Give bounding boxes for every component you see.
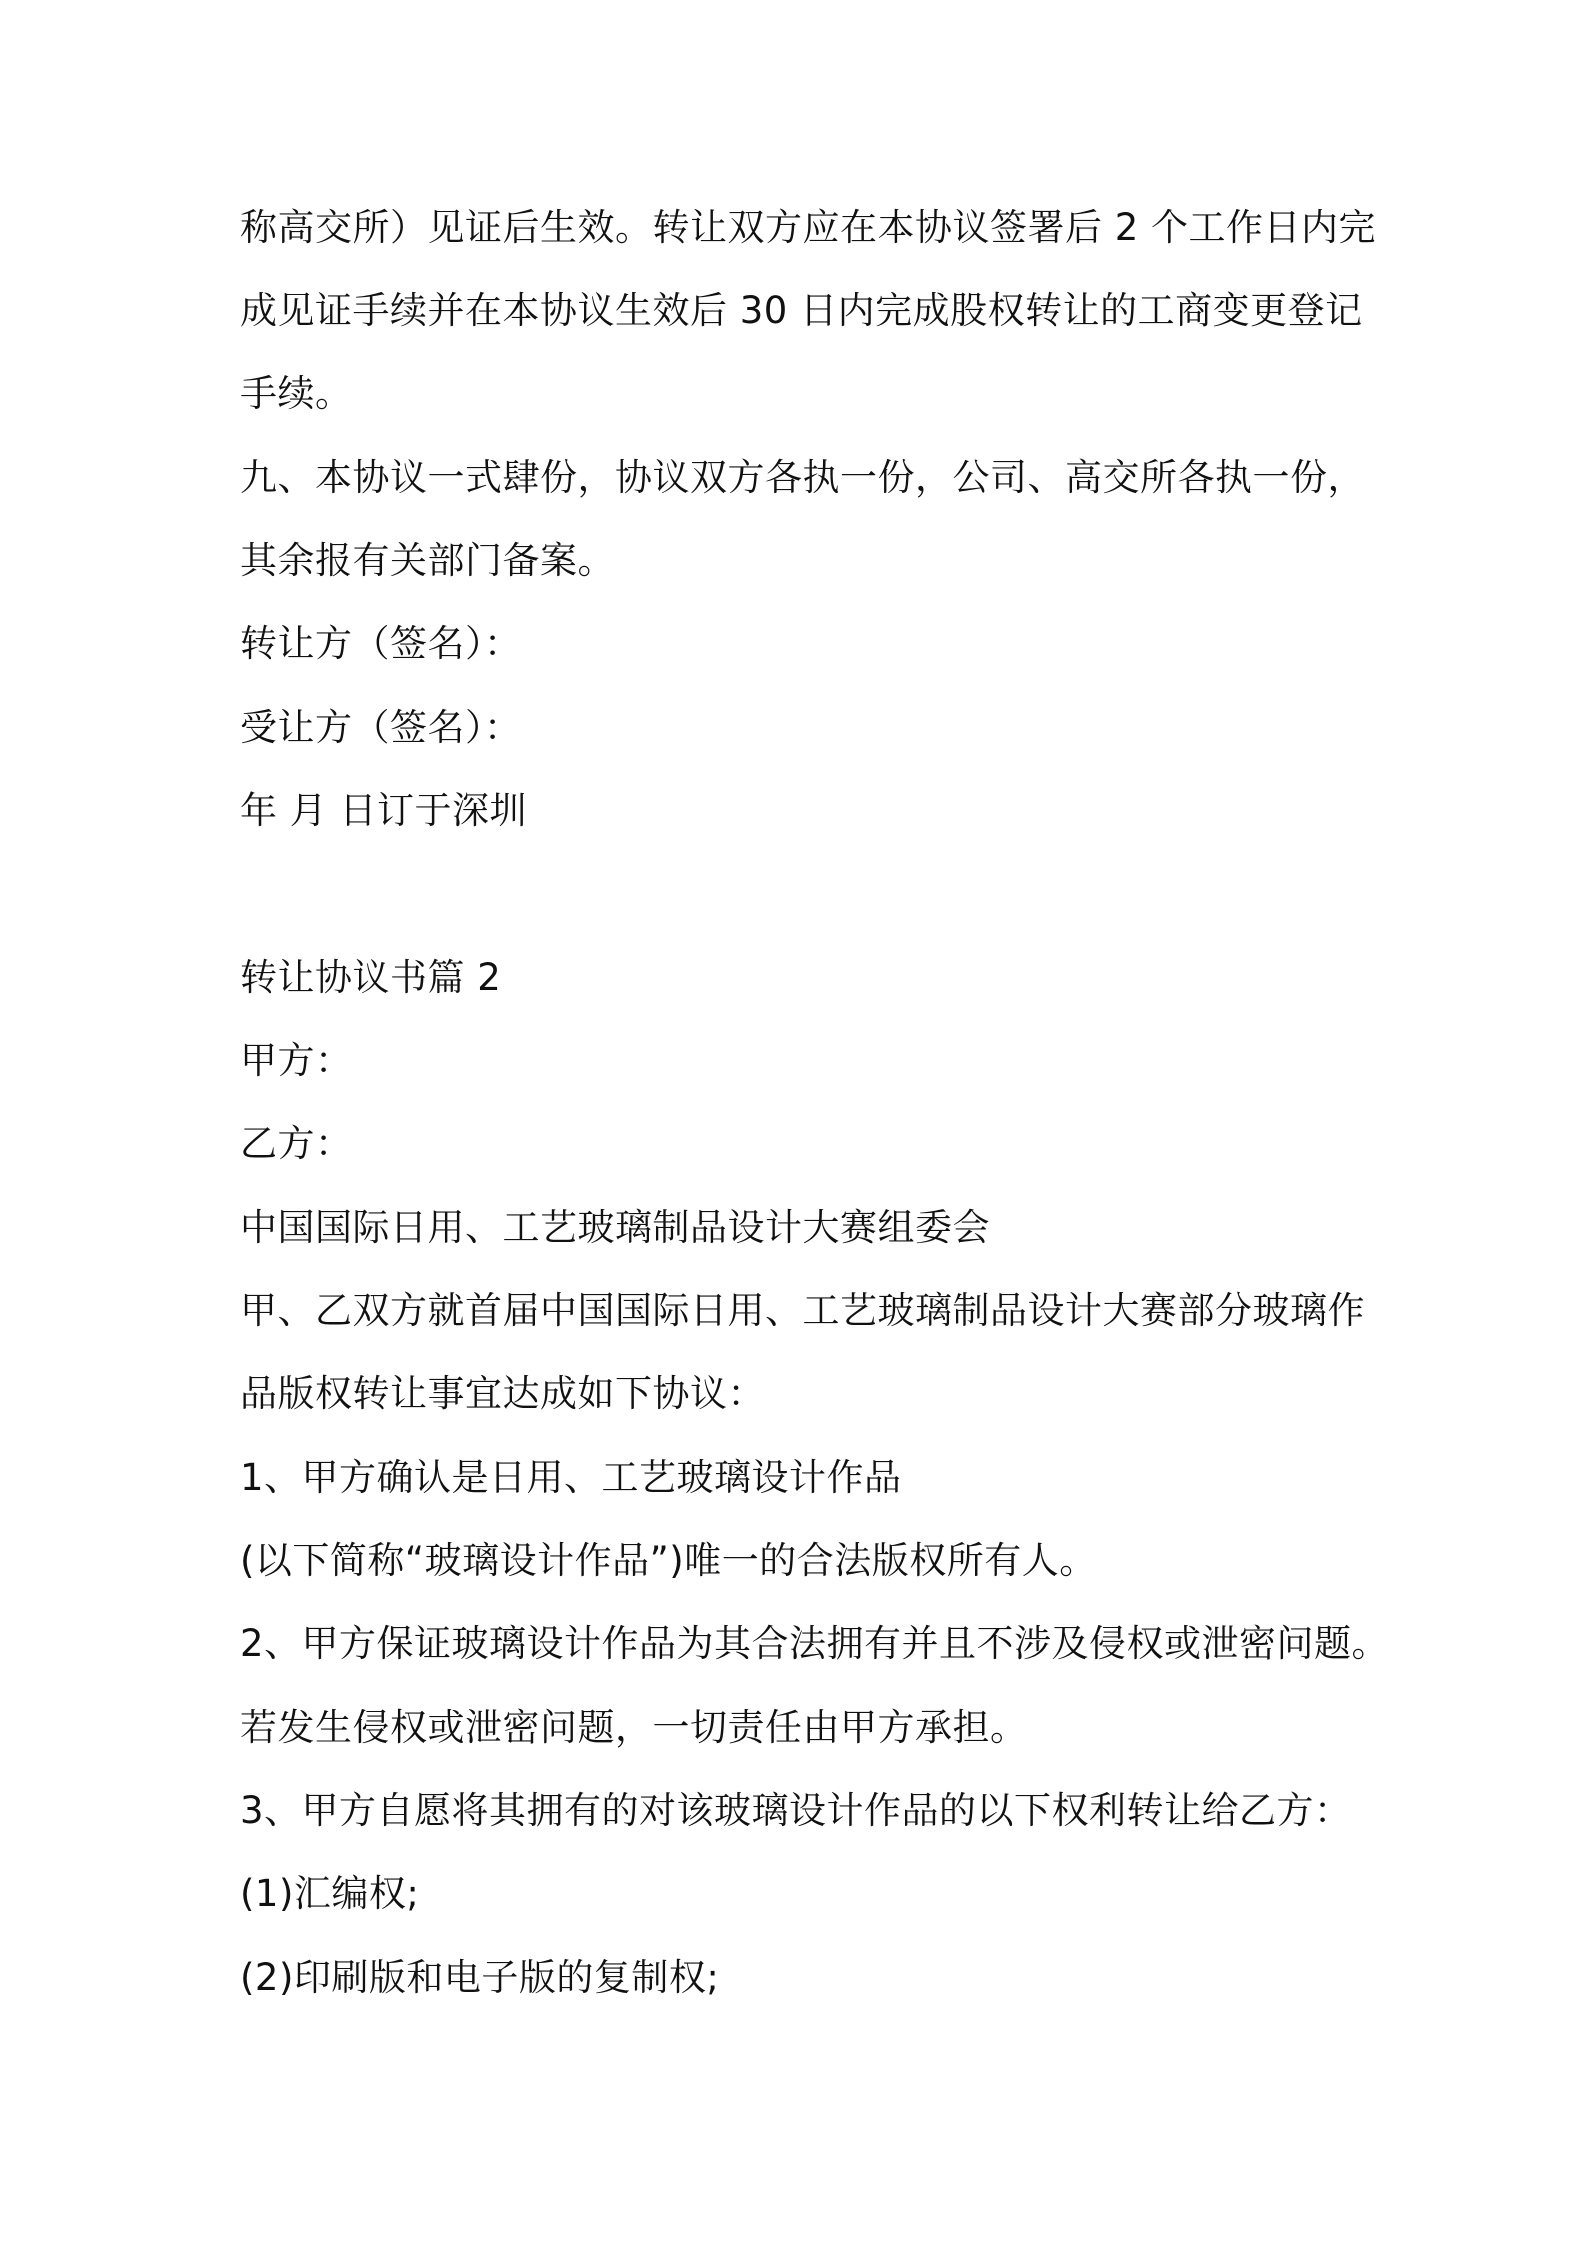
text-line: (以下简称“玻璃设计作品”)唯一的合法版权所有人。 [240, 1539, 1097, 1582]
list-item: (2)印刷版和电子版的复制权; [240, 1956, 720, 1999]
text-line: 品版权转让事宜达成如下协议： [240, 1372, 765, 1415]
clause-3: 3、甲方自愿将其拥有的对该玻璃设计作品的以下权利转让给乙方： [240, 1789, 1352, 1832]
text-line: 手续。 [240, 372, 353, 415]
section-title: 转让协议书篇 2 [240, 956, 502, 999]
party-b-label: 乙方： [240, 1122, 353, 1165]
text-line: 中国国际日用、工艺玻璃制品设计大赛组委会 [240, 1206, 990, 1249]
signing-date-place: 年 月 日订于深圳 [240, 789, 528, 832]
clause-1: 1、甲方确认是日用、工艺玻璃设计作品 [240, 1456, 902, 1499]
clause-2: 2、甲方保证玻璃设计作品为其合法拥有并且不涉及侵权或泄密问题。 [240, 1622, 1390, 1665]
transferor-signature-label: 转让方（签名）： [240, 622, 522, 665]
text-line: 称高交所）见证后生效。转让双方应在本协议签署后 2 个工作日内完 [240, 206, 1377, 249]
text-line: 其余报有关部门备案。 [240, 539, 615, 582]
text-line: 成见证手续并在本协议生效后 30 日内完成股权转让的工商变更登记 [240, 289, 1363, 332]
party-a-label: 甲方： [240, 1039, 353, 1082]
text-line: 九、本协议一式肆份，协议双方各执一份，公司、高交所各执一份， [240, 456, 1365, 499]
transferee-signature-label: 受让方（签名）： [240, 706, 522, 749]
text-line: 若发生侵权或泄密问题，一切责任由甲方承担。 [240, 1706, 1028, 1749]
text-line: 甲、乙双方就首届中国国际日用、工艺玻璃制品设计大赛部分玻璃作 [240, 1289, 1365, 1332]
list-item: (1)汇编权; [240, 1872, 420, 1915]
